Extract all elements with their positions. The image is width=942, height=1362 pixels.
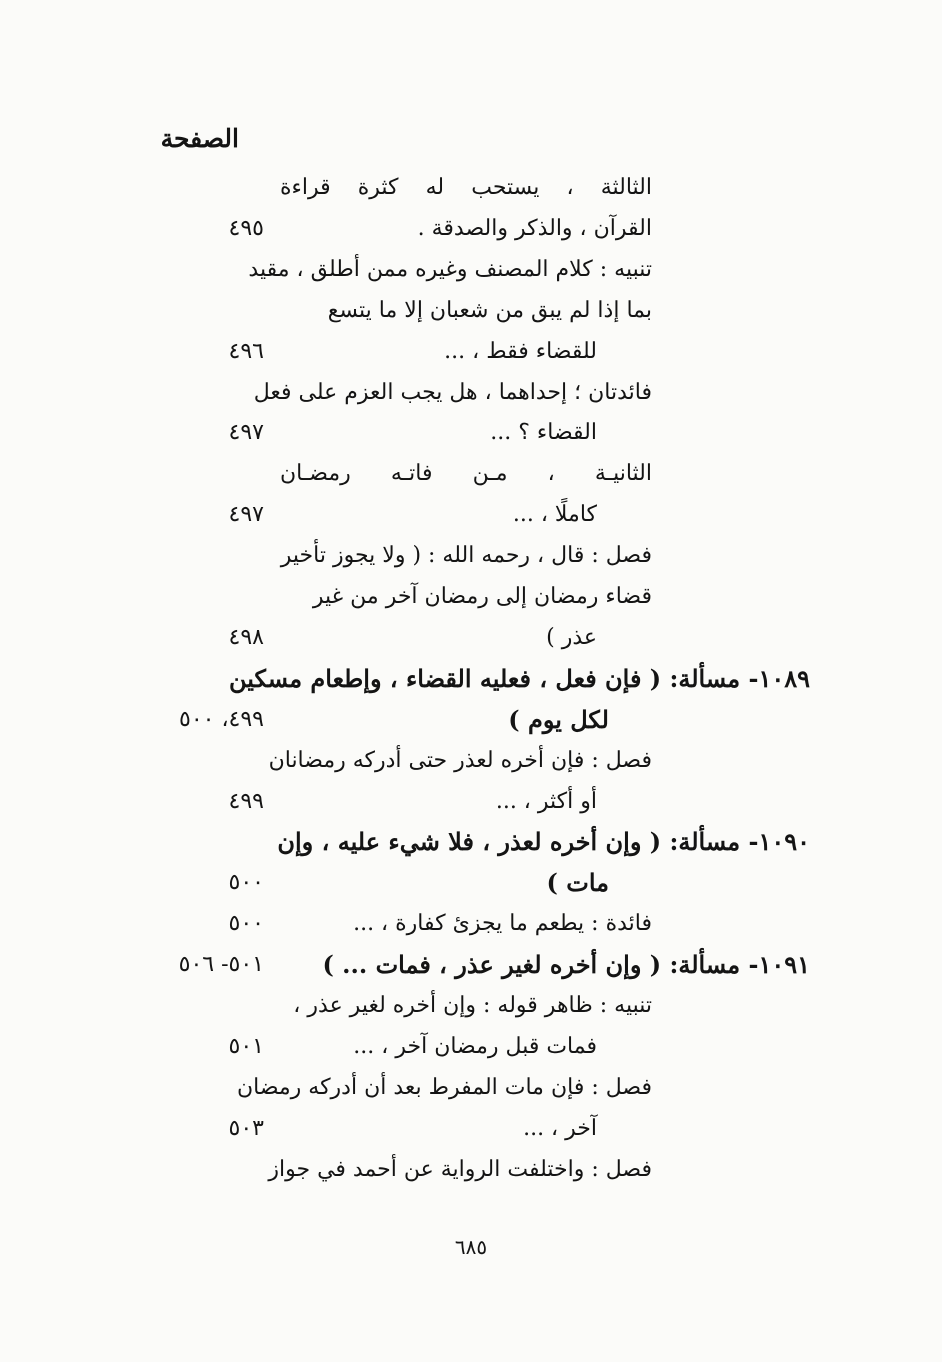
entry-text: الثانيـة ، مـن فاتـه رمضـان bbox=[280, 461, 652, 487]
entry-page-ref: ٤٩٥ bbox=[228, 215, 264, 241]
entry-text: كاملًا ، ... bbox=[512, 502, 597, 528]
index-entry bbox=[0, 1027, 942, 1067]
entry-text: مات ) bbox=[546, 868, 609, 898]
entry-text: أو أكثر ، ... bbox=[495, 788, 597, 814]
index-entry-issue bbox=[0, 659, 942, 699]
entry-page-ref: ٥٠٣ bbox=[228, 1115, 264, 1141]
entry-text: فصل : فإن مات المفرط بعد أن أدركه رمضان bbox=[236, 1074, 652, 1100]
entry-page-ref: ٥٠٠ bbox=[228, 911, 264, 937]
entry-text: آخر ، ... bbox=[523, 1115, 597, 1141]
entry-page-ref: ٥٠٠ bbox=[228, 870, 264, 896]
index-entry bbox=[0, 1150, 942, 1190]
index-entry bbox=[0, 1109, 942, 1149]
entry-page-ref: ٤٩٩، ٥٠٠ bbox=[179, 706, 264, 732]
entry-page-ref: ٥٠١ bbox=[228, 1033, 264, 1059]
index-entry-issue bbox=[0, 822, 942, 862]
entry-text: لكل يوم ) bbox=[508, 704, 609, 734]
entry-page-ref: ٤٩٩ bbox=[228, 788, 264, 814]
page-number: ٦٨٥ bbox=[454, 1235, 488, 1259]
index-entry bbox=[0, 209, 942, 249]
index-entry bbox=[0, 904, 942, 944]
index-entry-issue bbox=[0, 863, 942, 903]
entry-text: ١٠٩٠- مسألة: ( وإن أخره لعذر ، فلا شيء عليه ، وإن bbox=[277, 827, 810, 857]
index-entry bbox=[0, 741, 942, 781]
index-entry bbox=[0, 291, 942, 331]
index-entry bbox=[0, 986, 942, 1026]
entry-text: قضاء رمضان إلى رمضان آخر من غير bbox=[312, 584, 652, 609]
index-entry bbox=[0, 332, 942, 372]
index-entry bbox=[0, 618, 942, 658]
entry-text: ١٠٨٩- مسألة: ( فإن فعل ، فعليه القضاء ، وإطعام مسكين bbox=[229, 663, 810, 693]
entry-text: فائدة : يطعم ما يجزئ كفارة ، ... bbox=[353, 911, 652, 937]
index-entry bbox=[0, 577, 942, 617]
entry-text: فصل : واختلفت الرواية عن أحمد في جواز bbox=[268, 1156, 652, 1182]
index-entry bbox=[0, 454, 942, 494]
entry-text: ١٠٩١- مسألة: ( وإن أخره لغير عذر ، فمات ... ) bbox=[322, 950, 810, 980]
entry-text: عذر ) bbox=[546, 624, 597, 650]
entry-text: فصل : قال ، رحمه الله : ( ولا يجوز تأخير bbox=[280, 543, 652, 569]
index-entry bbox=[0, 536, 942, 576]
entry-text: القضاء ؟ ... bbox=[490, 420, 597, 446]
index-entry bbox=[0, 495, 942, 535]
entry-page-ref: ٥٠١- ٥٠٦ bbox=[178, 952, 264, 978]
index-entry bbox=[0, 1068, 942, 1108]
entry-text: تنبيه : كلام المصنف وغيره ممن أطلق ، مقيد bbox=[248, 256, 652, 282]
entry-text: فصل : فإن أخره لعذر حتى أدركه رمضانان bbox=[268, 747, 652, 773]
page-column-header: الصفحة bbox=[160, 124, 239, 153]
entry-text: بما إذا لم يبق من شعبان إلا ما يتسع bbox=[327, 297, 652, 323]
index-entry bbox=[0, 168, 942, 208]
index-entry-issue bbox=[0, 700, 942, 740]
entry-text: تنبيه : ظاهر قوله : وإن أخره لغير عذر ، bbox=[293, 993, 652, 1018]
entry-text: القرآن ، والذكر والصدقة . bbox=[417, 215, 652, 241]
entry-page-ref: ٤٩٧ bbox=[228, 502, 264, 528]
entry-text: فائدتان ؛ إحداهما ، هل يجب العزم على فعل bbox=[253, 379, 652, 405]
entry-page-ref: ٤٩٨ bbox=[228, 624, 264, 650]
entry-text: فمات قبل رمضان آخر ، ... bbox=[353, 1033, 597, 1059]
entry-page-ref: ٤٩٦ bbox=[228, 338, 264, 364]
index-entry bbox=[0, 250, 942, 290]
entry-text: للقضاء فقط ، ... bbox=[444, 338, 597, 364]
entry-text: الثالثة ، يستحب له كثرة قراءة bbox=[280, 175, 652, 200]
index-entry bbox=[0, 782, 942, 822]
entry-page-ref: ٤٩٧ bbox=[228, 420, 264, 446]
index-entry-issue bbox=[0, 945, 942, 985]
index-entry bbox=[0, 413, 942, 453]
index-entry bbox=[0, 373, 942, 413]
